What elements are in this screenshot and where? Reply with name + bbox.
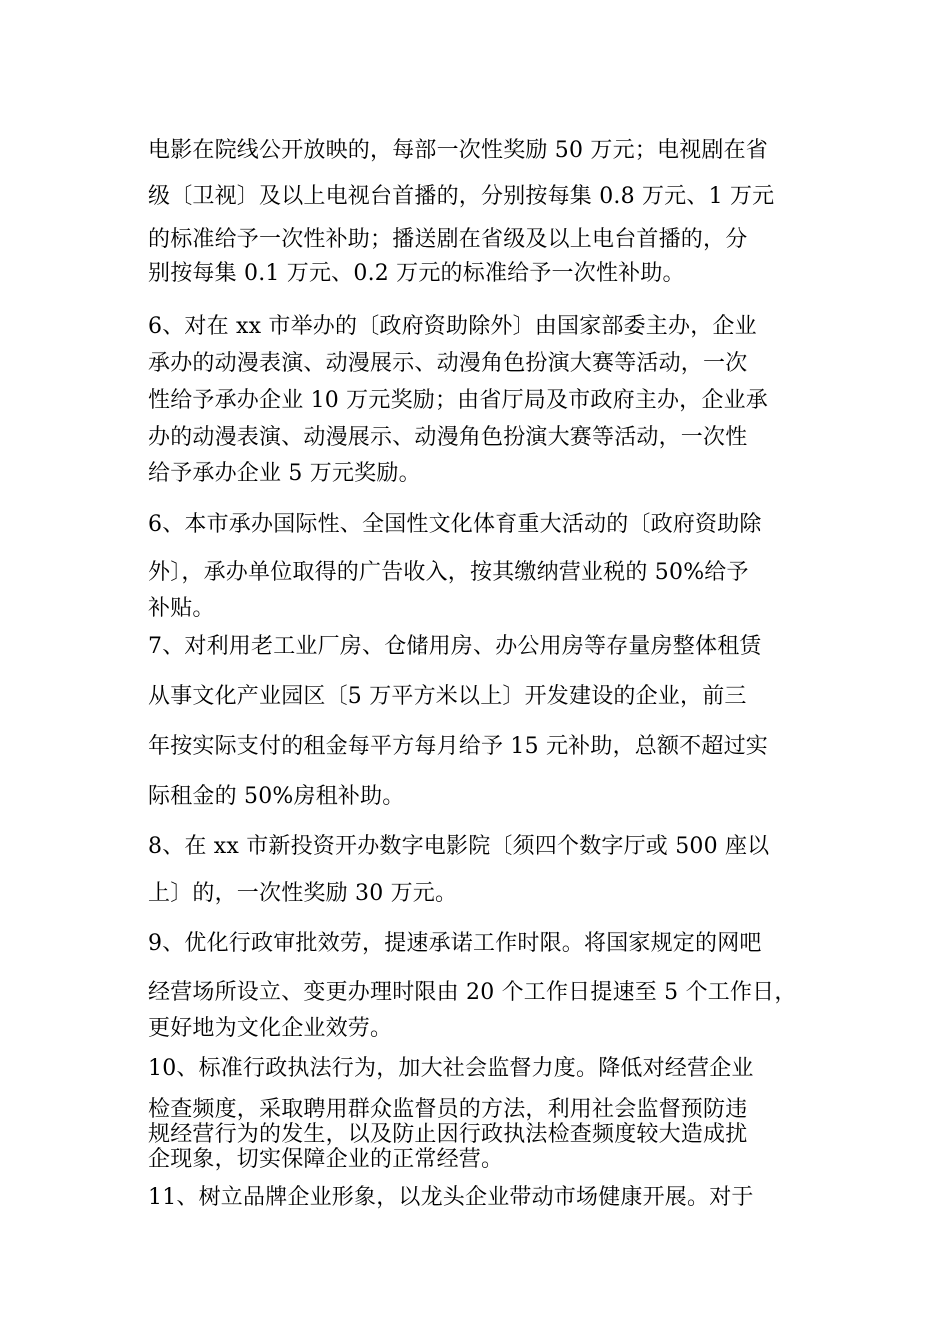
text-line: 6、对在 xx 市举办的〔政府资助除外〕由国家部委主办，企业 xyxy=(148,314,757,339)
text-line: 办的动漫表演、动漫展示、动漫角色扮演大赛等活动，一次性 xyxy=(148,425,748,450)
text-line: 从事文化产业园区〔5 万平方米以上〕开发建设的企业，前三 xyxy=(148,684,747,709)
text-line: 8、在 xx 市新投资开办数字电影院〔须四个数字厅或 500 座以 xyxy=(148,834,770,859)
text-line: 外〕，承办单位取得的广告收入，按其缴纳营业税的 50%给予 xyxy=(148,560,749,585)
text-line: 年按实际支付的租金每平方每月给予 15 元补助，总额不超过实 xyxy=(148,734,768,759)
text-line: 电影在院线公开放映的，每部一次性奖励 50 万元；电视剧在省 xyxy=(148,138,768,163)
text-line: 际租金的 50%房租补助。 xyxy=(148,784,405,809)
text-line: 级〔卫视〕及以上电视台首播的，分别按每集 0.8 万元、1 万元 xyxy=(148,184,775,209)
text-line: 规经营行为的发生，以及防止因行政执法检查频度较大造成扰 xyxy=(148,1122,748,1147)
text-line: 更好地为文化企业效劳。 xyxy=(148,1016,393,1041)
text-line: 9、优化行政审批效劳，提速承诺工作时限。将国家规定的网吧 xyxy=(148,931,762,956)
text-line: 给予承办企业 5 万元奖励。 xyxy=(148,461,421,486)
text-line: 经营场所设立、变更办理时限由 20 个工作日提速至 5 个工作日， xyxy=(148,980,797,1005)
text-line: 承办的动漫表演、动漫展示、动漫角色扮演大赛等活动，一次 xyxy=(148,351,748,376)
text-line: 10、标准行政执法行为，加大社会监督力度。降低对经营企业 xyxy=(148,1056,754,1081)
text-line: 性给予承办企业 10 万元奖励；由省厅局及市政府主办，企业承 xyxy=(148,388,768,413)
text-line: 企现象，切实保障企业的正常经营。 xyxy=(148,1147,504,1172)
text-line: 6、本市承办国际性、全国性文化体育重大活动的〔政府资助除 xyxy=(148,512,762,537)
text-line: 的标准给予一次性补助；播送剧在省级及以上电台首播的，分 xyxy=(148,227,748,252)
text-line: 别按每集 0.1 万元、0.2 万元的标准给予一次性补助。 xyxy=(148,261,685,286)
text-line: 检查频度，采取聘用群众监督员的方法，利用社会监督预防违 xyxy=(148,1097,748,1122)
text-line: 补贴。 xyxy=(148,596,215,621)
text-line: 11、树立品牌企业形象，以龙头企业带动市场健康开展。对于 xyxy=(148,1185,754,1210)
text-line: 上〕的，一次性奖励 30 万元。 xyxy=(148,881,458,906)
text-line: 7、对利用老工业厂房、仓储用房、办公用房等存量房整体租赁 xyxy=(148,634,762,659)
